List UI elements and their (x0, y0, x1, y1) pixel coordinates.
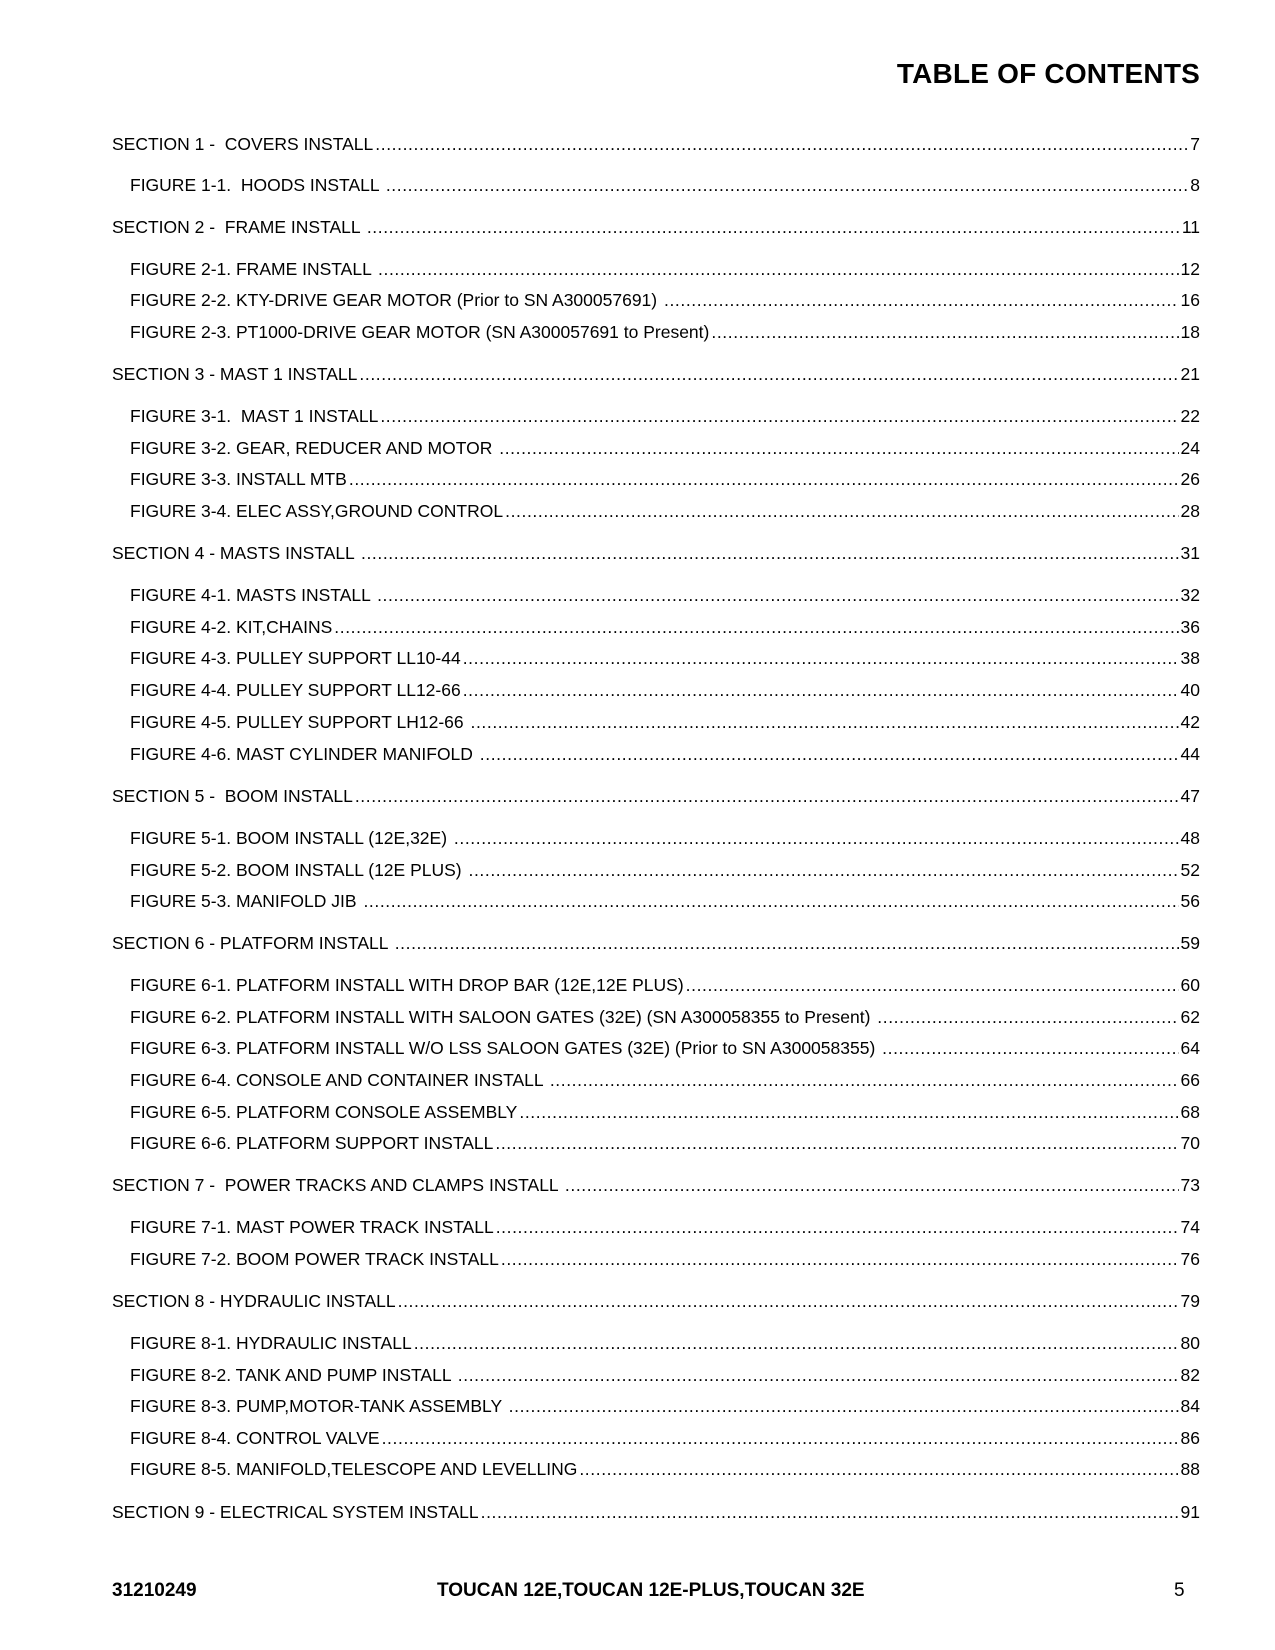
toc-entry-label: FIGURE 4-3. PULLEY SUPPORT LL10-44 (130, 648, 461, 668)
toc-entry-page: 82 (1180, 1365, 1200, 1385)
dot-leader (355, 785, 1179, 807)
toc-entry-page: 24 (1180, 438, 1200, 458)
toc-entry-page: 22 (1180, 406, 1200, 426)
toc-entry-label: FIGURE 3-2. GEAR, REDUCER AND MOTOR (130, 438, 498, 458)
dot-leader (463, 647, 1179, 669)
dot-leader (375, 133, 1188, 155)
dot-leader (877, 1006, 1178, 1028)
toc-entry-figure[interactable] (130, 647, 1200, 669)
toc-entry-section[interactable] (112, 785, 1200, 807)
toc-entry-figure[interactable] (130, 1132, 1200, 1154)
dot-leader (378, 258, 1179, 280)
dot-leader (495, 1132, 1178, 1154)
toc-entry-figure[interactable] (130, 258, 1200, 280)
toc-entry-page: 40 (1180, 680, 1200, 700)
dot-leader (363, 890, 1178, 912)
toc-entry-figure[interactable] (130, 1364, 1200, 1386)
toc-entry-figure[interactable] (130, 1006, 1200, 1028)
dot-leader (686, 974, 1179, 996)
dot-leader (361, 542, 1179, 564)
toc-entry-label: FIGURE 7-2. BOOM POWER TRACK INSTALL (130, 1249, 499, 1269)
toc-entry-page: 11 (1181, 217, 1200, 237)
toc-entry-figure[interactable] (130, 859, 1200, 881)
toc-entry-figure[interactable] (130, 468, 1200, 490)
toc-entry-page: 52 (1180, 860, 1200, 880)
toc-entry-figure[interactable] (130, 974, 1200, 996)
toc-entry-figure[interactable] (130, 679, 1200, 701)
toc-entry-page: 80 (1180, 1333, 1200, 1353)
toc-entry-label: FIGURE 6-1. PLATFORM INSTALL WITH DROP BAR (12E,12E PLUS) (130, 975, 684, 995)
dot-leader (395, 932, 1179, 954)
dot-leader (334, 616, 1178, 638)
toc-entry-label: FIGURE 2-2. KTY-DRIVE GEAR MOTOR (Prior to SN A300057691) (130, 290, 662, 310)
toc-entry-figure[interactable] (130, 1037, 1200, 1059)
toc-entry-figure[interactable] (130, 174, 1200, 196)
toc-entry-label: FIGURE 3-3. INSTALL MTB (130, 469, 347, 489)
toc-entry-figure[interactable] (130, 1248, 1200, 1270)
toc-entry-figure[interactable] (130, 500, 1200, 522)
toc-entry-figure[interactable] (130, 1069, 1200, 1091)
toc-entry-page: 18 (1180, 322, 1200, 342)
toc-entry-section[interactable] (112, 133, 1200, 155)
dot-leader (480, 743, 1179, 765)
toc-entry-page: 42 (1180, 712, 1200, 732)
toc-entry-label: FIGURE 4-2. KIT,CHAINS (130, 617, 333, 637)
toc-entry-page: 8 (1190, 175, 1200, 195)
toc-entry-figure[interactable] (130, 890, 1200, 912)
toc-entry-section[interactable] (112, 363, 1200, 385)
toc-entry-page: 48 (1180, 828, 1200, 848)
toc-entry-section[interactable] (112, 216, 1200, 238)
toc-entry-section[interactable] (112, 1174, 1200, 1196)
toc-entry-label: FIGURE 8-1. HYDRAULIC INSTALL (130, 1333, 412, 1353)
dot-leader (414, 1332, 1179, 1354)
toc-entry-label: FIGURE 5-1. BOOM INSTALL (12E,32E) (130, 828, 452, 848)
toc-entry-page: 64 (1180, 1038, 1200, 1058)
toc-entry-page: 7 (1190, 134, 1200, 154)
dot-leader (565, 1174, 1179, 1196)
dot-leader (377, 584, 1178, 606)
dot-leader (499, 437, 1178, 459)
dot-leader (458, 1364, 1179, 1386)
toc-entry-page: 59 (1180, 933, 1200, 953)
toc-entry-label: FIGURE 4-6. MAST CYLINDER MANIFOLD (130, 744, 478, 764)
toc-entry-label: FIGURE 6-3. PLATFORM INSTALL W/O LSS SALOON GATES (32E) (Prior to SN A300058355) (130, 1038, 881, 1058)
toc-entry-figure[interactable] (130, 711, 1200, 733)
dot-leader (496, 1216, 1179, 1238)
toc-entry-label: FIGURE 4-5. PULLEY SUPPORT LH12-66 (130, 712, 469, 732)
toc-entry-page: 36 (1180, 617, 1200, 637)
toc-entry-section[interactable] (112, 1290, 1200, 1312)
toc-entry-label: FIGURE 8-2. TANK AND PUMP INSTALL (130, 1365, 456, 1385)
dot-leader (481, 1501, 1179, 1523)
dot-leader (386, 174, 1188, 196)
toc-entry-page: 76 (1180, 1249, 1200, 1269)
dot-leader (711, 321, 1178, 343)
dot-leader (470, 711, 1178, 733)
dot-leader (463, 679, 1179, 701)
toc-entry-label: FIGURE 5-3. MANIFOLD JIB (130, 891, 362, 911)
toc-entry-figure[interactable] (130, 616, 1200, 638)
dot-leader (501, 1248, 1179, 1270)
toc-entry-label: SECTION 1 - COVERS INSTALL (112, 134, 374, 154)
dot-leader (579, 1458, 1178, 1480)
toc-entry-page: 79 (1180, 1291, 1200, 1311)
dot-leader (505, 500, 1178, 522)
toc-entry-page: 86 (1180, 1428, 1200, 1448)
toc-entry-figure[interactable] (130, 1458, 1200, 1480)
toc-entry-page: 84 (1180, 1396, 1200, 1416)
toc-entry-label: FIGURE 8-3. PUMP,MOTOR-TANK ASSEMBLY (130, 1396, 507, 1416)
toc-entry-figure[interactable] (130, 827, 1200, 849)
toc-entry-page: 12 (1180, 259, 1200, 279)
toc-entry-page: 73 (1180, 1175, 1200, 1195)
toc-entry-page: 68 (1180, 1102, 1200, 1122)
toc-entry-page: 70 (1180, 1133, 1200, 1153)
toc-entry-figure[interactable] (130, 321, 1200, 343)
toc-entry-figure[interactable] (130, 289, 1200, 311)
toc-entry-label: FIGURE 2-1. FRAME INSTALL (130, 259, 377, 279)
toc-entry-figure[interactable] (130, 405, 1200, 427)
toc-entry-label: SECTION 9 - ELECTRICAL SYSTEM INSTALL (112, 1502, 479, 1522)
toc-entry-label: FIGURE 8-4. CONTROL VALVE (130, 1428, 380, 1448)
toc-entry-section[interactable] (112, 542, 1200, 564)
toc-entry-page: 60 (1180, 975, 1200, 995)
dot-leader (380, 405, 1178, 427)
toc-entry-label: FIGURE 7-1. MAST POWER TRACK INSTALL (130, 1217, 494, 1237)
toc-entry-section[interactable] (112, 932, 1200, 954)
toc-entry-figure[interactable] (130, 1216, 1200, 1238)
dot-leader (382, 1427, 1179, 1449)
toc-entry-figure[interactable] (130, 584, 1200, 606)
toc-entry-label: FIGURE 6-6. PLATFORM SUPPORT INSTALL (130, 1133, 494, 1153)
toc-entry-page: 56 (1180, 891, 1200, 911)
toc-entry-label: SECTION 7 - POWER TRACKS AND CLAMPS INSTALL (112, 1175, 563, 1195)
dot-leader (468, 859, 1178, 881)
toc-entry-section[interactable] (112, 1501, 1200, 1523)
toc-entry-page: 26 (1180, 469, 1200, 489)
toc-entry-page: 32 (1180, 585, 1200, 605)
toc-entry-label: FIGURE 4-4. PULLEY SUPPORT LL12-66 (130, 680, 461, 700)
toc-entry-page: 47 (1180, 786, 1200, 806)
toc-entry-label: SECTION 2 - FRAME INSTALL (112, 217, 365, 237)
toc-entry-figure[interactable] (130, 437, 1200, 459)
dot-leader (454, 827, 1179, 849)
toc-entry-label: FIGURE 8-5. MANIFOLD,TELESCOPE AND LEVELLING (130, 1459, 578, 1479)
dot-leader (550, 1069, 1179, 1091)
toc-entry-label: FIGURE 6-4. CONSOLE AND CONTAINER INSTALL (130, 1070, 548, 1090)
toc-entry-figure[interactable] (130, 1332, 1200, 1354)
toc-entry-page: 44 (1180, 744, 1200, 764)
toc-entry-figure[interactable] (130, 1101, 1200, 1123)
toc-entry-label: FIGURE 3-4. ELEC ASSY,GROUND CONTROL (130, 501, 504, 521)
dot-leader (519, 1101, 1178, 1123)
toc-entry-label: FIGURE 5-2. BOOM INSTALL (12E PLUS) (130, 860, 467, 880)
toc-entry-label: SECTION 5 - BOOM INSTALL (112, 786, 353, 806)
dot-leader (882, 1037, 1178, 1059)
toc-entry-figure[interactable] (130, 1427, 1200, 1449)
toc-entry-label: SECTION 8 - HYDRAULIC INSTALL (112, 1291, 396, 1311)
toc-entry-label: FIGURE 6-5. PLATFORM CONSOLE ASSEMBLY (130, 1102, 518, 1122)
page-title: TABLE OF CONTENTS (896, 58, 1200, 89)
toc-entry-page: 21 (1180, 364, 1200, 384)
dot-leader (398, 1290, 1179, 1312)
toc-entry-label: FIGURE 3-1. MAST 1 INSTALL (130, 406, 379, 426)
toc-entry-figure[interactable] (130, 743, 1200, 765)
toc-entry-page: 31 (1180, 543, 1200, 563)
toc-entry-label: SECTION 4 - MASTS INSTALL (112, 543, 359, 563)
toc-entry-page: 66 (1180, 1070, 1200, 1090)
dot-leader (349, 468, 1179, 490)
dot-leader (509, 1395, 1179, 1417)
toc-entry-page: 38 (1180, 648, 1200, 668)
toc-entry-page: 62 (1180, 1007, 1200, 1027)
toc-entry-label: FIGURE 2-3. PT1000-DRIVE GEAR MOTOR (SN A300057691 to Present) (130, 322, 710, 342)
dot-leader (664, 289, 1179, 311)
toc-entry-label: FIGURE 1-1. HOODS INSTALL (130, 175, 384, 195)
toc-entry-page: 16 (1180, 290, 1200, 310)
footer-page-number: 5 (1174, 1580, 1185, 1601)
footer-doc-number: 31210249 (112, 1580, 197, 1601)
toc-entry-page: 91 (1180, 1502, 1200, 1522)
toc-entry-label: SECTION 6 - PLATFORM INSTALL (112, 933, 393, 953)
toc-entry-page: 74 (1180, 1217, 1200, 1237)
dot-leader (367, 216, 1180, 238)
toc-entry-page: 28 (1180, 501, 1200, 521)
toc-entry-figure[interactable] (130, 1395, 1200, 1417)
dot-leader (359, 363, 1178, 385)
toc-entry-page: 88 (1180, 1459, 1200, 1479)
footer-model-title: TOUCAN 12E,TOUCAN 12E-PLUS,TOUCAN 32E (437, 1580, 865, 1601)
toc-entry-label: FIGURE 4-1. MASTS INSTALL (130, 585, 376, 605)
toc-entry-label: FIGURE 6-2. PLATFORM INSTALL WITH SALOON GATES (32E) (SN A300058355 to Present) (130, 1007, 876, 1027)
toc-entry-label: SECTION 3 - MAST 1 INSTALL (112, 364, 358, 384)
